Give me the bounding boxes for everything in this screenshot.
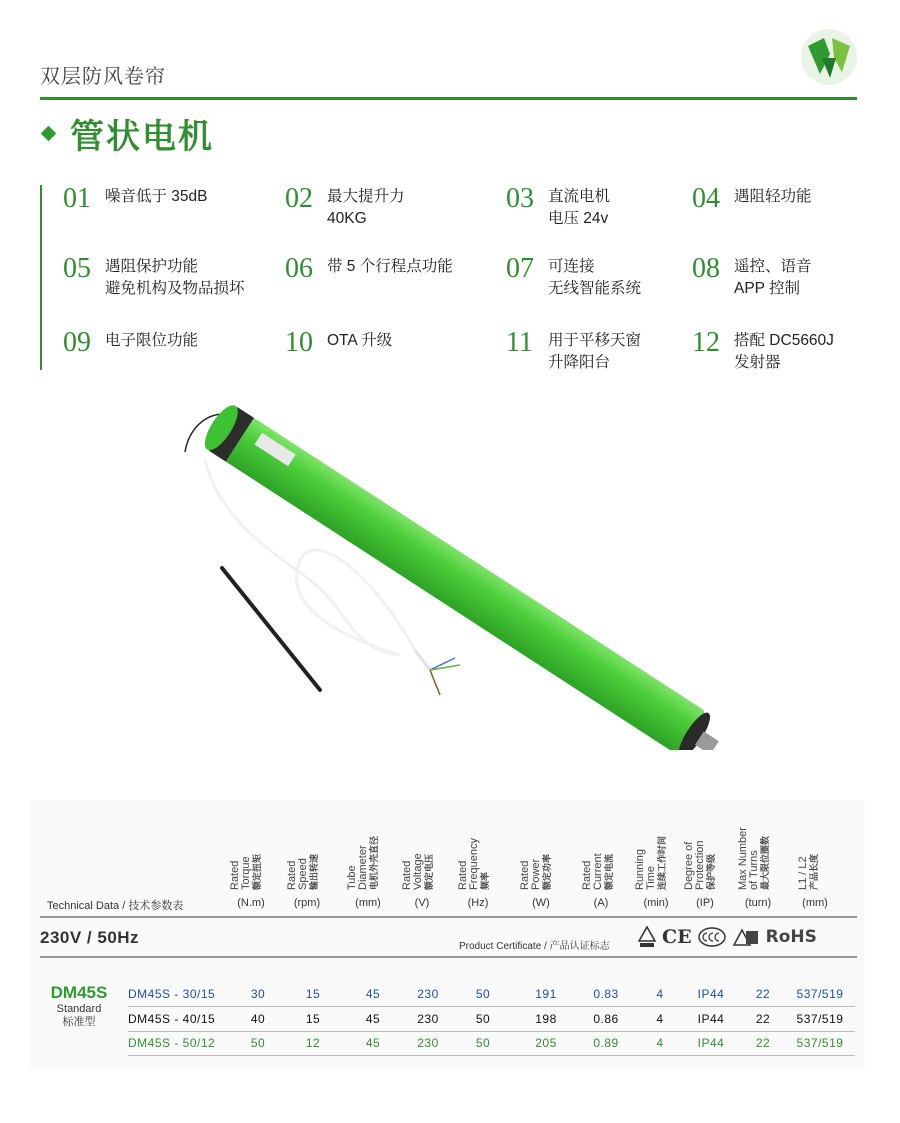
- column-header-text: [230, 810, 263, 890]
- feature-item: [63, 185, 208, 213]
- feature-line: APP 控制: [734, 280, 801, 297]
- table-cell: 537/519: [796, 1036, 844, 1050]
- column-unit: (min): [643, 897, 669, 909]
- table-cell: 50: [250, 1036, 266, 1050]
- column-header-en: Power: [530, 858, 542, 890]
- table-cell: 0.89: [593, 1036, 619, 1050]
- column-header-en: Rated: [401, 860, 413, 890]
- column-header-zh: 输出转速: [309, 853, 319, 890]
- feature-item: [506, 329, 641, 374]
- column-unit: (mm): [802, 897, 828, 909]
- table-cell: 537/519: [796, 1012, 844, 1026]
- feature-item: [692, 255, 812, 300]
- feature-item: [506, 185, 610, 230]
- table-cell: 45: [365, 1012, 381, 1026]
- feature-number: 04: [692, 183, 720, 214]
- table-cell: 205: [535, 1036, 557, 1050]
- diamond-bullet-icon: [41, 125, 57, 141]
- table-row: [128, 1032, 855, 1056]
- column-header-en: Torque: [240, 856, 252, 890]
- column-header-zh: 额定功率: [542, 853, 552, 890]
- feature-line: 噪音低于 35dB: [105, 188, 208, 205]
- certificate-icons: [638, 924, 817, 950]
- feature-line: 电子限位功能: [105, 332, 199, 349]
- column-header-text: [402, 810, 435, 890]
- feature-line: 升降阳台: [548, 354, 611, 371]
- model-type-zh: 标准型: [62, 1016, 96, 1028]
- column-header-zh: 额定电流: [604, 853, 614, 890]
- table-cell: 22: [755, 987, 771, 1001]
- rohs-mark: RoHS: [765, 927, 817, 947]
- table-cell: 45: [365, 987, 381, 1001]
- feature-item: [692, 329, 834, 374]
- table-cell: 537/519: [796, 987, 844, 1001]
- table-cell: 50: [475, 987, 491, 1001]
- feature-number: 01: [63, 183, 91, 214]
- column-header-en: Frequency: [468, 838, 480, 890]
- tuv-mark-icon: [638, 926, 656, 948]
- feature-number: 11: [506, 327, 533, 358]
- column-header-text: [738, 810, 771, 890]
- header-divider: [40, 97, 857, 100]
- feature-line: OTA 升级: [327, 332, 393, 349]
- column-header-en: Rated: [457, 860, 469, 890]
- column-unit: (V): [414, 897, 430, 909]
- feature-number: 06: [285, 253, 313, 284]
- column-unit: (IP): [696, 897, 714, 909]
- feature-line: 搭配 DC5660J: [734, 332, 834, 349]
- feature-number: 05: [63, 253, 91, 284]
- table-cell: 12: [305, 1036, 321, 1050]
- feature-number: 10: [285, 327, 313, 358]
- table-cell: 15: [305, 987, 321, 1001]
- table-cell: IP44: [697, 1012, 725, 1026]
- feature-number: 03: [506, 183, 534, 214]
- column-header: [458, 810, 528, 890]
- feature-line: 40KG: [327, 210, 367, 227]
- column-unit: (Hz): [467, 897, 489, 909]
- model-cell: DM45S - 50/12: [128, 1036, 216, 1050]
- table-row: [128, 983, 855, 1007]
- column-header: [520, 810, 590, 890]
- table-cell: 230: [417, 987, 439, 1001]
- feature-number: 07: [506, 253, 534, 284]
- certificate-label: Product Certificate / 产品认证标志: [459, 941, 610, 952]
- column-header-zh: 保护等级: [706, 853, 716, 890]
- table-cell: IP44: [697, 987, 725, 1001]
- feature-number: 08: [692, 253, 720, 284]
- column-header-en: Current: [592, 853, 604, 890]
- column-header-en: Degree of: [683, 841, 695, 890]
- safety-mark-icon: [732, 927, 760, 947]
- table-cell: 22: [755, 1012, 771, 1026]
- table-cell: 30: [250, 987, 266, 1001]
- column-header-zh: 最大限位圈数: [760, 835, 770, 890]
- table-cell: IP44: [697, 1036, 725, 1050]
- feature-line: 最大提升力: [327, 188, 405, 205]
- column-header-text: [347, 810, 380, 890]
- voltage-label: 230V / 50Hz: [40, 928, 140, 947]
- column-header-text: [798, 810, 820, 890]
- column-header-text: [582, 810, 615, 890]
- feature-line: 遥控、语音: [734, 258, 812, 275]
- column-header-zh: 电机外壳直径: [369, 835, 379, 890]
- table-cell: 4: [656, 987, 664, 1001]
- column-unit: (mm): [355, 897, 381, 909]
- column-header-en: Rated: [519, 860, 531, 890]
- table-cell: 50: [475, 1036, 491, 1050]
- table-divider: [40, 916, 857, 918]
- feature-item: [63, 255, 245, 300]
- column-header-zh: 额定电压: [424, 853, 434, 890]
- column-header-en: Voltage: [412, 853, 424, 890]
- feature-item: [285, 255, 453, 283]
- feature-item: [285, 329, 392, 357]
- feature-item: [285, 185, 405, 230]
- model-cell: DM45S - 40/15: [128, 1012, 216, 1026]
- brand-logo-icon: [800, 28, 858, 86]
- column-header-en: Max Number: [737, 827, 749, 890]
- tubular-motor-image: [150, 400, 750, 750]
- table-cell: 22: [755, 1036, 771, 1050]
- column-header-en: Speed: [297, 858, 309, 890]
- table-cell: 230: [417, 1036, 439, 1050]
- column-header-en: Running: [634, 849, 646, 890]
- technical-data-label: Technical Data / 技术参数表: [47, 900, 184, 912]
- table-cell: 0.83: [593, 987, 619, 1001]
- column-unit: (N.m): [237, 897, 265, 909]
- column-unit: (rpm): [293, 897, 321, 909]
- column-header-text: [635, 810, 668, 890]
- table-cell: 198: [535, 1012, 557, 1026]
- column-header-en: Rated: [581, 860, 593, 890]
- column-header-zh: 连续工作时间: [657, 835, 667, 890]
- ccc-mark-icon: [698, 927, 726, 947]
- column-header: [798, 810, 868, 890]
- model-type-en: Standard: [56, 1003, 102, 1015]
- column-header-text: [287, 810, 320, 890]
- column-header-en: Rated: [286, 860, 298, 890]
- table-cell: 4: [656, 1036, 664, 1050]
- feature-line: 遇阻轻功能: [734, 188, 812, 205]
- column-unit: (turn): [744, 897, 772, 909]
- feature-line: 无线智能系统: [548, 280, 642, 297]
- ce-mark: CE: [662, 926, 692, 948]
- column-header-text: [684, 810, 717, 890]
- table-cell: 191: [535, 987, 557, 1001]
- column-header-en: of Turns: [748, 850, 760, 890]
- feature-line: 可连接: [548, 258, 595, 275]
- column-header-zh: 额定扭矩: [252, 853, 262, 890]
- table-cell: 45: [365, 1036, 381, 1050]
- section-heading: [40, 112, 214, 154]
- table-row: [128, 1008, 855, 1032]
- model-group-label: [44, 983, 114, 1029]
- feature-line: 直流电机: [548, 188, 611, 205]
- column-header-en: L1 / L2: [797, 856, 809, 890]
- model-name: DM45S: [50, 983, 108, 1002]
- column-header-en: Diameter: [357, 845, 369, 890]
- feature-line: 发射器: [734, 354, 781, 371]
- column-header-en: Rated: [229, 860, 241, 890]
- features-side-rule: [40, 185, 42, 370]
- table-divider: [40, 956, 857, 958]
- table-cell: 50: [475, 1012, 491, 1026]
- table-cell: 0.86: [593, 1012, 619, 1026]
- section-title: 管状电机: [70, 117, 214, 156]
- column-header-zh: 频率: [480, 871, 490, 890]
- feature-line: 避免机构及物品损坏: [105, 280, 245, 297]
- feature-number: 12: [692, 327, 720, 358]
- feature-line: 电压 24v: [548, 210, 609, 227]
- table-cell: 4: [656, 1012, 664, 1026]
- feature-line: 用于平移天窗: [548, 332, 642, 349]
- feature-number: 02: [285, 183, 313, 214]
- table-cell: 230: [417, 1012, 439, 1026]
- feature-item: [506, 255, 641, 300]
- table-cell: 15: [305, 1012, 321, 1026]
- page-header-title: 双层防风卷帘: [40, 66, 166, 88]
- model-cell: DM45S - 30/15: [128, 987, 216, 1001]
- feature-number: 09: [63, 327, 91, 358]
- feature-line: 遇阻保护功能: [105, 258, 199, 275]
- feature-line: 带 5 个行程点功能: [327, 258, 453, 275]
- column-header-en: Protection: [694, 840, 706, 890]
- column-header-en: Tube: [346, 865, 358, 890]
- column-header-zh: 产品长度: [809, 853, 819, 890]
- column-unit: (W): [532, 897, 550, 909]
- column-unit: (A): [593, 897, 609, 909]
- column-header-en: Time: [645, 865, 657, 890]
- column-header-text: [520, 810, 553, 890]
- table-cell: 40: [250, 1012, 266, 1026]
- feature-item: [692, 185, 812, 213]
- column-header-text: [458, 810, 491, 890]
- feature-item: [63, 329, 198, 357]
